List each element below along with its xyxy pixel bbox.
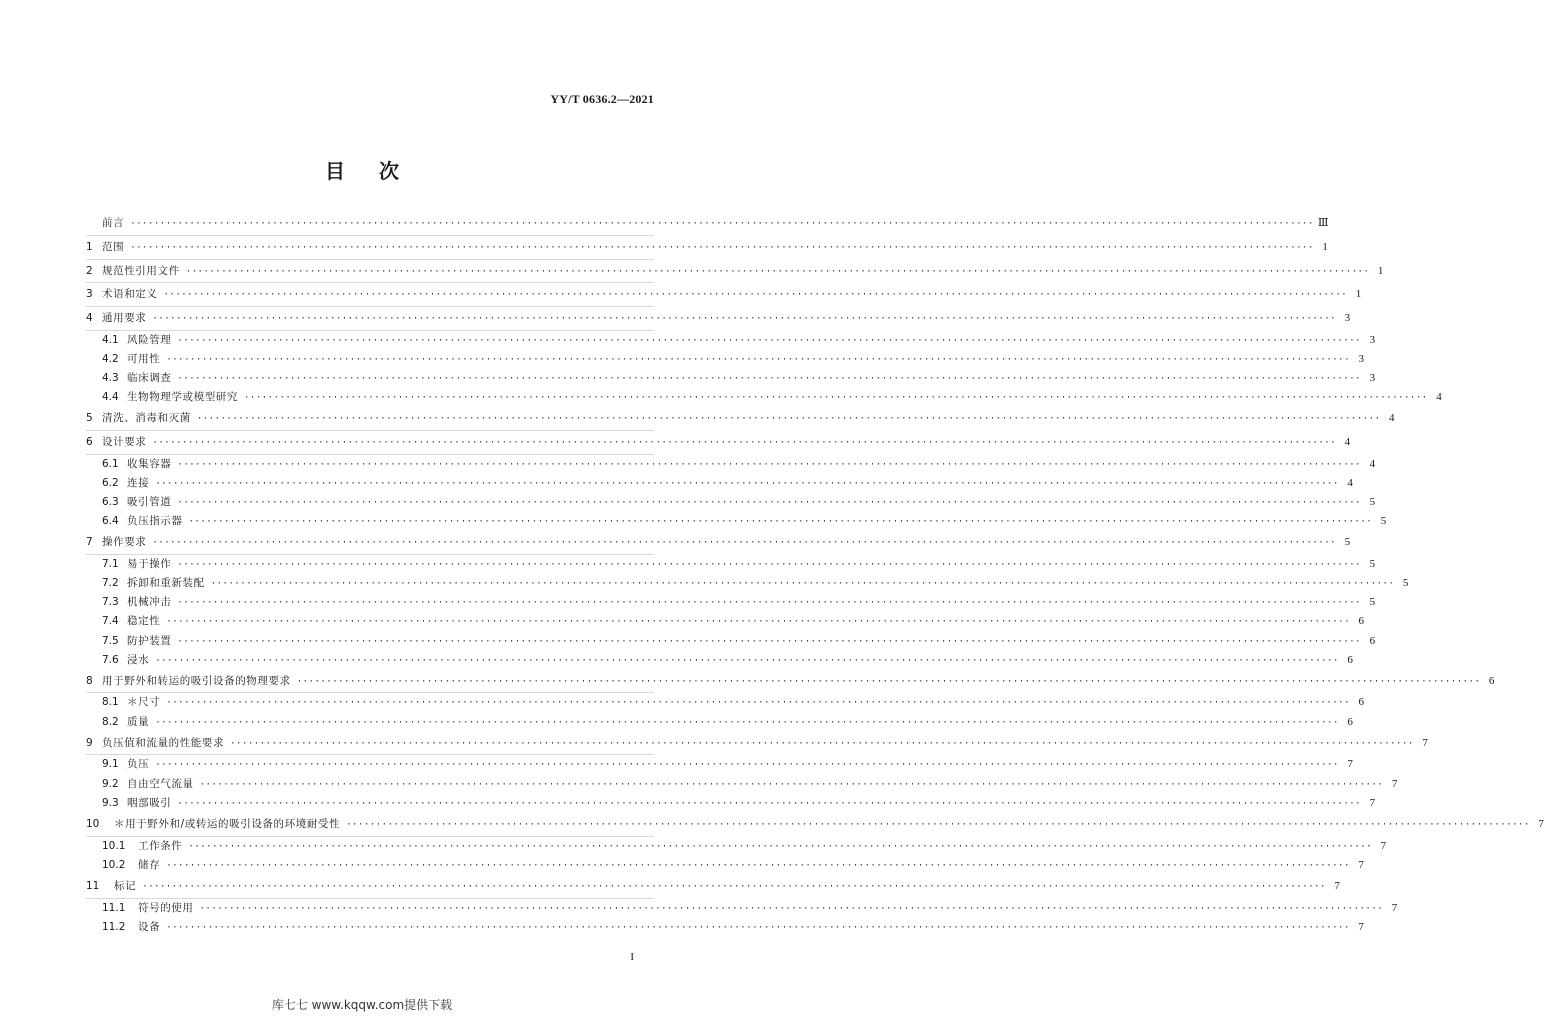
toc-dot-leader: ········································································································································································································ — [177, 374, 1362, 385]
toc-entry-page: 7 — [1391, 777, 1398, 790]
toc-dot-leader: ········································································································································································································ — [346, 819, 1530, 830]
toc-entry-label: 浸水 — [127, 653, 150, 666]
toc-entry-page: 3 — [1358, 353, 1365, 366]
toc-entry-page: 5 — [1369, 596, 1376, 609]
toc-entry-number: 3 — [86, 288, 93, 301]
toc-entry-label: 清洗、消毒和灭菌 — [102, 412, 191, 425]
toc-entry-number: 10.2 — [102, 858, 126, 871]
toc-entry-label: 符号的使用 — [138, 901, 194, 914]
toc-dot-leader: ········································································································································································································ — [199, 779, 1384, 790]
toc-title: 目次 — [325, 159, 433, 183]
toc-entry-label: 设备 — [138, 920, 161, 933]
toc-entry-label: 储存 — [138, 858, 161, 871]
toc-dot-leader: ········································································································································································································ — [166, 355, 1351, 366]
toc-dot-leader: ········································································································································································································ — [177, 459, 1362, 470]
toc-entry-label: 规范性引用文件 — [102, 264, 180, 277]
toc-dot-leader: ········································································································································································································ — [188, 841, 1373, 852]
toc-entry[interactable] — [86, 713, 1353, 732]
footer-watermark: 库七七 www.kqqw.com提供下载 — [271, 998, 453, 1012]
toc-entry-label: ＊用于野外和/或转运的吸引设备的环境耐受性 — [114, 817, 341, 830]
toc-dot-leader: ········································································································································································································ — [163, 290, 1348, 301]
toc-entry-number: 8.1 — [102, 696, 119, 709]
toc-entry[interactable] — [86, 350, 1365, 369]
toc-entry-label: 通用要求 — [102, 312, 147, 325]
toc-entry-page: 1 — [1377, 264, 1384, 277]
table-of-contents — [86, 212, 1544, 937]
toc-entry-number: 8.2 — [102, 715, 119, 728]
toc-entry-number: 9.2 — [102, 777, 119, 790]
toc-entry-page: 7 — [1538, 817, 1544, 830]
toc-entry-label: 生物物理学或模型研究 — [127, 391, 238, 404]
toc-entry-page: 7 — [1358, 858, 1364, 871]
toc-dot-leader: ········································································································································································································ — [177, 798, 1362, 809]
toc-entry-page: 7 — [1380, 839, 1387, 852]
toc-entry[interactable] — [86, 755, 1353, 774]
toc-entry-number: 6.2 — [102, 477, 119, 490]
toc-entry-label: 吸引管道 — [127, 496, 172, 509]
standard-code: YY/T 0636.2—2021 — [550, 92, 654, 106]
toc-entry-page: 1 — [1322, 240, 1328, 253]
toc-entry-page: 7 — [1334, 879, 1340, 892]
toc-entry[interactable] — [86, 574, 1409, 593]
toc-entry-number: 7.2 — [102, 577, 119, 590]
toc-entry-number: 10 — [86, 817, 100, 830]
toc-entry-page: 7 — [1347, 758, 1353, 771]
toc-entry-number: 6.3 — [102, 496, 119, 509]
toc-entry-number: 5 — [86, 412, 93, 425]
toc-entry-page: Ⅲ — [1317, 217, 1329, 229]
toc-entry-page: 6 — [1369, 634, 1376, 647]
toc-entry-page: 6 — [1488, 674, 1495, 687]
toc-entry-number: 6 — [86, 436, 93, 449]
toc-entry-label: 连接 — [127, 477, 150, 490]
toc-entry[interactable] — [86, 612, 1365, 631]
toc-dot-leader: ········································································································································································································ — [177, 636, 1362, 647]
toc-entry-page: 5 — [1369, 496, 1376, 509]
toc-entry-number: 4.2 — [102, 353, 119, 366]
toc-entry[interactable] — [86, 388, 1442, 407]
toc-entry-label: ＊尺寸 — [127, 696, 161, 709]
toc-dot-leader: ········································································································································································································ — [244, 393, 1428, 404]
toc-dot-leader: ········································································································································································································ — [199, 903, 1384, 914]
toc-dot-leader: ········································································································································································································ — [142, 881, 1326, 892]
toc-entry-label: 用于野外和转运的吸引设备的物理要求 — [102, 674, 291, 687]
toc-entry-label: 防护装置 — [127, 634, 172, 647]
toc-entry-label: 稳定性 — [127, 615, 161, 628]
toc-entry[interactable] — [86, 651, 1353, 670]
toc-entry-page: 7 — [1422, 736, 1428, 749]
toc-entry-number: 6.4 — [102, 515, 119, 528]
toc-entry-label: 负压 — [127, 758, 150, 771]
toc-dot-leader: ········································································································································································································ — [188, 517, 1373, 528]
toc-dot-leader: ········································································································································································································ — [152, 438, 1337, 449]
toc-dot-leader: ········································································································································································································ — [155, 717, 1339, 728]
toc-dot-leader: ········································································································································································································ — [177, 560, 1362, 571]
toc-entry[interactable] — [86, 283, 1362, 307]
toc-entry-label: 负压指示器 — [127, 515, 183, 528]
toc-entry-number: 6.1 — [102, 457, 119, 470]
toc-entry-page: 7 — [1391, 901, 1398, 914]
toc-entry[interactable] — [86, 369, 1376, 388]
toc-dot-leader: ········································································································································································································ — [155, 479, 1339, 490]
toc-entry[interactable] — [86, 512, 1387, 531]
toc-dot-leader: ········································································································································································································ — [152, 538, 1337, 549]
toc-entry-number: 7.6 — [102, 653, 119, 666]
toc-entry-label: 临床调查 — [127, 372, 172, 385]
toc-entry-number: 7.4 — [102, 615, 119, 628]
toc-entry[interactable] — [86, 212, 1329, 236]
toc-dot-leader: ········································································································································································································ — [185, 266, 1370, 277]
toc-dot-leader: ········································································································································································································ — [177, 498, 1362, 509]
toc-dot-leader: ········································································································································································································ — [130, 242, 1314, 253]
toc-entry-page: 7 — [1358, 920, 1364, 933]
toc-entry[interactable] — [86, 899, 1398, 918]
toc-dot-leader: ········································································································································································································ — [177, 598, 1362, 609]
toc-entry[interactable] — [86, 813, 1544, 837]
toc-entry[interactable] — [86, 918, 1364, 937]
toc-dot-leader: ········································································································································································································ — [210, 579, 1395, 590]
toc-entry-page: 5 — [1369, 558, 1376, 571]
toc-entry-page: 6 — [1358, 615, 1365, 628]
toc-entry-page: 4 — [1344, 436, 1351, 449]
toc-entry-number: 9.1 — [102, 758, 119, 771]
toc-entry-number: 2 — [86, 264, 93, 277]
toc-entry[interactable] — [86, 493, 1376, 512]
toc-entry-page: 6 — [1358, 696, 1365, 709]
toc-dot-leader: ········································································································································································································ — [152, 314, 1337, 325]
toc-entry-page: 5 — [1380, 515, 1387, 528]
toc-entry-page: 6 — [1347, 715, 1353, 728]
toc-entry[interactable] — [86, 693, 1365, 712]
toc-entry[interactable] — [86, 593, 1376, 612]
toc-entry-number: 11.1 — [102, 901, 126, 914]
toc-entry-label: 咽部吸引 — [127, 796, 172, 809]
toc-entry[interactable] — [86, 555, 1376, 574]
toc-entry-number: 4.4 — [102, 391, 119, 404]
toc-entry[interactable] — [86, 431, 1351, 455]
toc-entry-number: 1 — [86, 240, 93, 253]
toc-entry-number: 4.1 — [102, 333, 119, 346]
toc-entry-number: 7.3 — [102, 596, 119, 609]
toc-entry-label: 设计要求 — [102, 436, 147, 449]
toc-entry-label: 易于操作 — [127, 558, 172, 571]
toc-entry[interactable] — [86, 474, 1353, 493]
toc-dot-leader: ········································································································································································································ — [230, 738, 1414, 749]
toc-dot-leader: ········································································································································································································ — [166, 922, 1350, 933]
toc-entry-page: 3 — [1369, 372, 1376, 385]
toc-entry-page: 4 — [1389, 412, 1395, 425]
toc-entry[interactable] — [86, 837, 1387, 856]
toc-entry-label: 收集容器 — [127, 457, 172, 470]
toc-dot-leader: ········································································································································································································ — [155, 760, 1339, 771]
toc-entry-label: 术语和定义 — [102, 288, 158, 301]
toc-dot-leader: ········································································································································································································ — [166, 698, 1351, 709]
toc-entry-label: 工作条件 — [138, 839, 183, 852]
toc-entry-page: 5 — [1344, 536, 1351, 549]
toc-entry-number: 9 — [86, 736, 93, 749]
toc-entry-number: 10.1 — [102, 839, 126, 852]
toc-dot-leader: ········································································································································································································ — [196, 414, 1381, 425]
toc-entry[interactable] — [86, 632, 1376, 651]
page-number: I — [630, 951, 634, 963]
toc-dot-leader: ········································································································································································································ — [155, 655, 1339, 666]
toc-entry[interactable] — [86, 455, 1376, 474]
toc-entry-number: 4 — [86, 312, 93, 325]
toc-entry-number: 11.2 — [102, 920, 126, 933]
toc-entry[interactable] — [86, 331, 1376, 350]
toc-entry-number: 7 — [86, 536, 93, 549]
toc-entry-page: 5 — [1402, 577, 1409, 590]
toc-entry-label: 操作要求 — [102, 536, 147, 549]
toc-entry[interactable] — [86, 260, 1384, 284]
toc-entry-label: 可用性 — [127, 353, 161, 366]
toc-entry[interactable] — [86, 856, 1364, 875]
toc-entry-label: 拆卸和重新装配 — [127, 577, 205, 590]
toc-dot-leader: ········································································································································································································ — [177, 335, 1362, 346]
toc-entry-page: 4 — [1369, 457, 1376, 470]
toc-dot-leader: ········································································································································································································ — [296, 676, 1481, 687]
toc-entry[interactable] — [86, 775, 1398, 794]
toc-entry[interactable] — [86, 794, 1376, 813]
toc-entry[interactable] — [86, 236, 1328, 260]
toc-entry-label: 质量 — [127, 715, 150, 728]
toc-entry-label: 前言 — [102, 217, 125, 229]
toc-dot-leader: ········································································································································································································ — [130, 219, 1314, 229]
toc-entry-label: 自由空气流量 — [127, 777, 194, 790]
toc-entry-number: 11 — [86, 879, 100, 892]
toc-entry-number: 8 — [86, 674, 93, 687]
toc-entry-page: 4 — [1347, 477, 1353, 490]
toc-entry-page: 4 — [1436, 391, 1442, 404]
toc-entry-number: 7.5 — [102, 634, 119, 647]
toc-entry-number: 4.3 — [102, 372, 119, 385]
toc-entry-label: 风险管理 — [127, 333, 172, 346]
toc-entry[interactable] — [86, 875, 1340, 899]
toc-entry-label: 范围 — [102, 240, 125, 253]
toc-entry[interactable] — [86, 407, 1395, 431]
toc-entry-page: 6 — [1347, 653, 1353, 666]
toc-entry-number: 9.3 — [102, 796, 119, 809]
toc-entry-page: 1 — [1355, 288, 1362, 301]
toc-entry-label: 机械冲击 — [127, 596, 172, 609]
toc-entry[interactable] — [86, 732, 1428, 756]
toc-entry-number: 7.1 — [102, 558, 119, 571]
toc-entry[interactable] — [86, 307, 1351, 331]
toc-entry[interactable] — [86, 531, 1351, 555]
toc-entry-page: 3 — [1369, 333, 1376, 346]
toc-entry-page: 3 — [1344, 312, 1351, 325]
toc-entry-label: 负压值和流量的性能要求 — [102, 736, 225, 749]
toc-dot-leader: ········································································································································································································ — [166, 860, 1350, 871]
toc-entry-page: 7 — [1369, 796, 1376, 809]
toc-dot-leader: ········································································································································································································ — [166, 617, 1351, 628]
toc-entry-label: 标记 — [114, 879, 137, 892]
toc-entry[interactable] — [86, 670, 1495, 694]
